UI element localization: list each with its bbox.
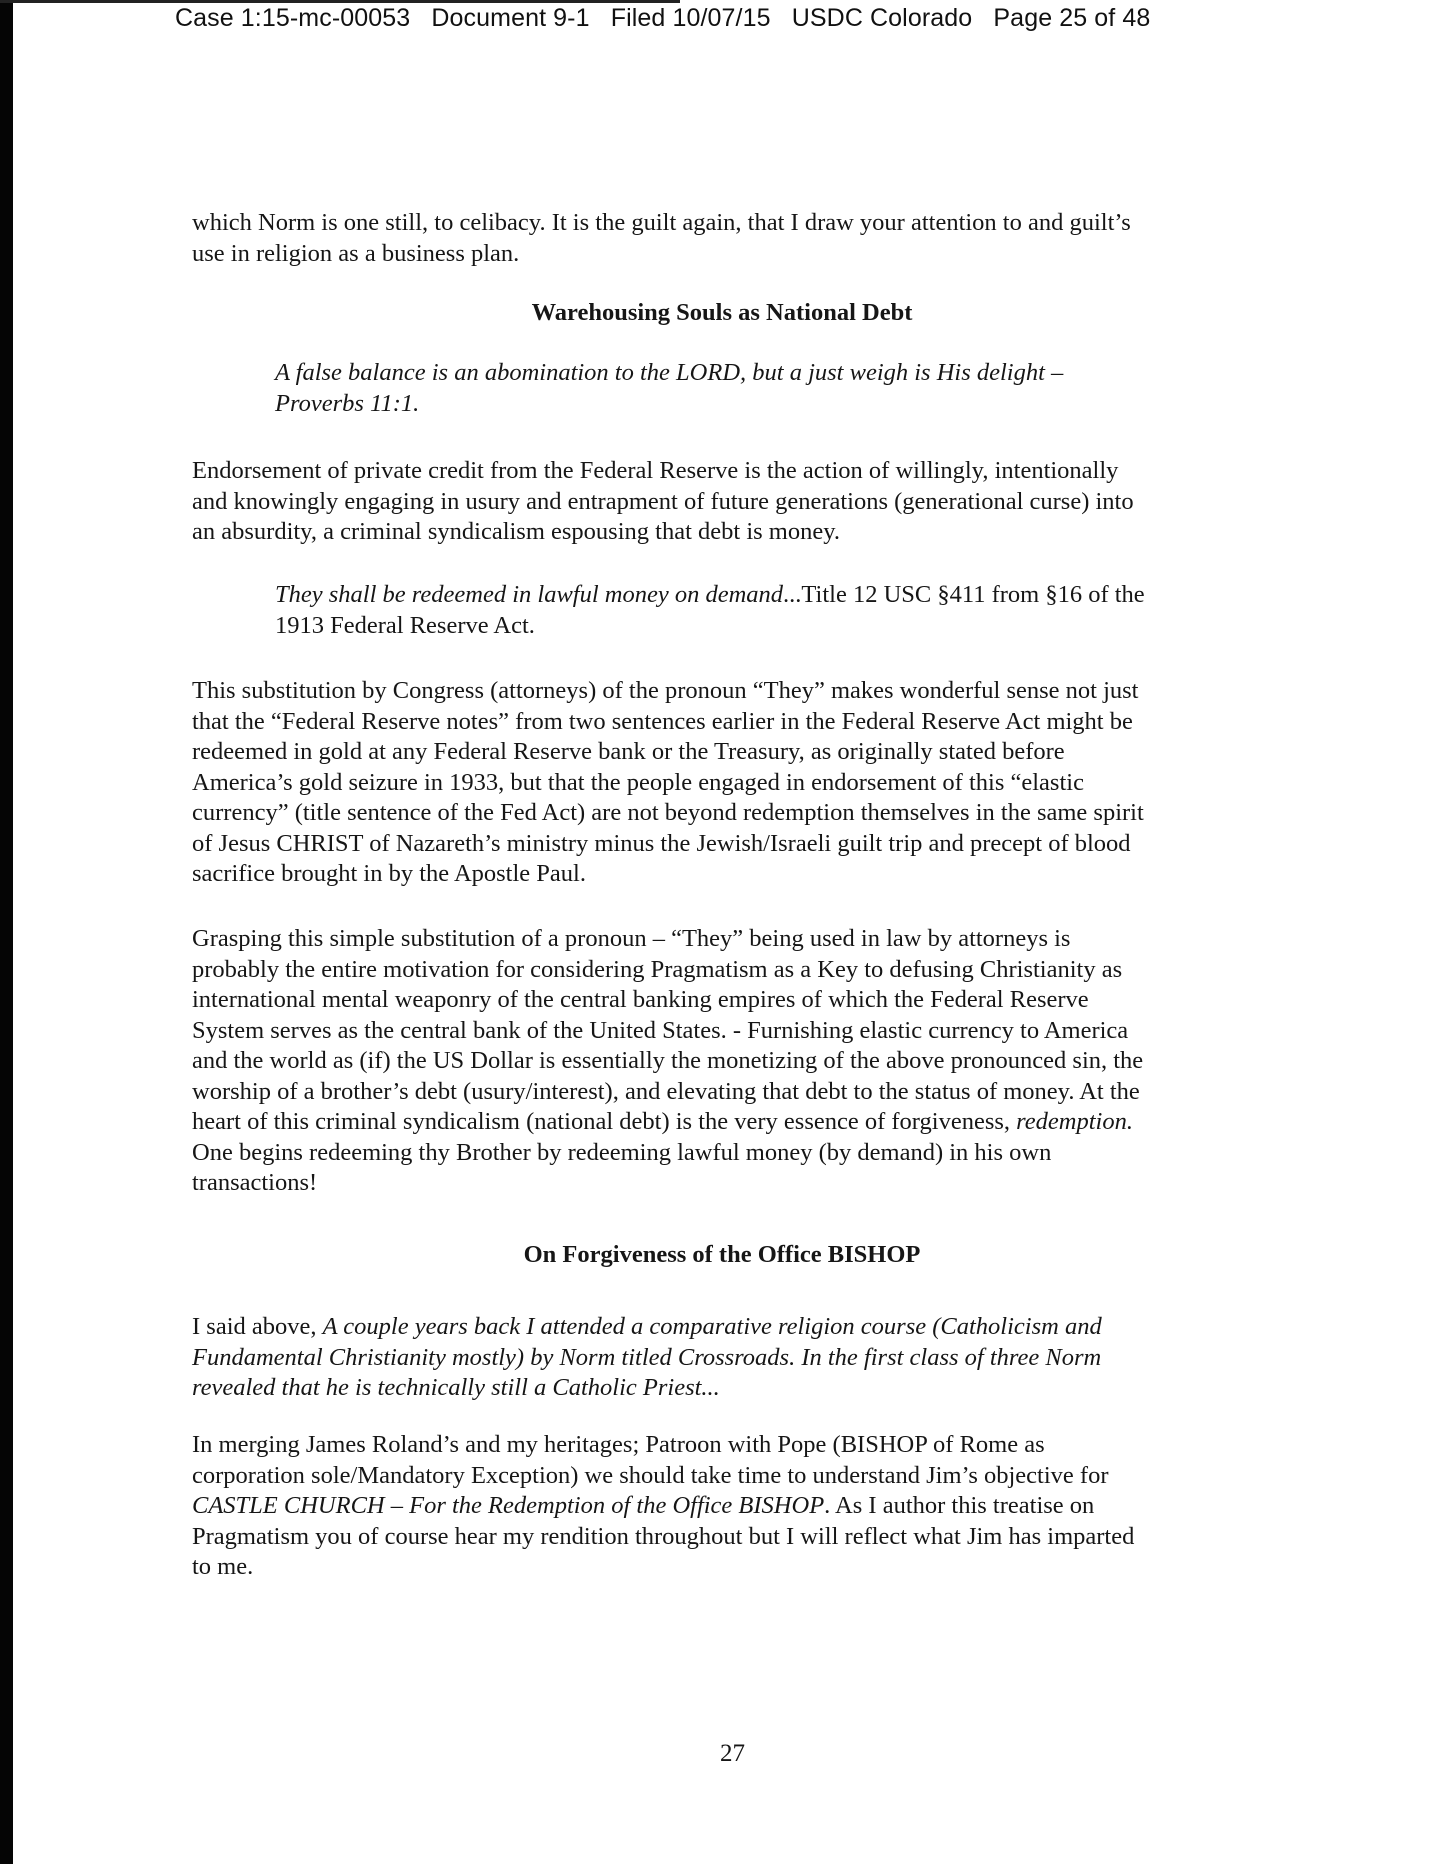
paragraph-grasping-substitution <box>192 924 1252 1199</box>
quote-line <box>275 580 1255 611</box>
quoted-italic-line: revealed that he is technically still a Catholic Priest... <box>192 1374 720 1401</box>
text-line: corporation sole/Mandatory Exception) we should take time to understand Jim’s objective for <box>192 1461 1109 1489</box>
paragraph-guilt-business-plan <box>192 208 1252 269</box>
text-line: redeemed in gold at any Federal Reserve bank or the Treasury, as originally stated before <box>192 738 1065 765</box>
court-filing-header: Case 1:15-mc-00053 Document 9-1 Filed 10/07/15 USDC Colorado Page 25 of 48 <box>175 4 1151 32</box>
text-line: and knowingly engaging in usury and entrapment of future generations (generational curse) into <box>192 487 1134 515</box>
text-line: Grasping this simple substitution of a pronoun – “They” being used in law by attorneys is <box>192 925 1071 952</box>
text-line: which Norm is one still, to celibacy. It is the guilt again, that I draw your attention to and guilt’s <box>192 209 1131 236</box>
text-line: America’s gold seizure in 1933, but that the people engaged in endorsement of this “elastic <box>192 768 1084 796</box>
section-heading-forgiveness-office-bishop: On Forgiveness of the Office BISHOP <box>523 1241 921 1268</box>
text-line: international mental weaponry of the central banking empires of which the Federal Reserve <box>192 986 1089 1013</box>
quote-line: A false balance is an abomination to the LORD, but a just weigh is His delight – <box>275 359 1064 386</box>
text-segment: heart of this criminal syndicalism (national debt) is the very essence of forgiveness, <box>192 1108 1017 1135</box>
text-line: System serves as the central bank of the United States. - Furnishing elastic currency to America <box>192 1016 1129 1044</box>
text-line: use in religion as a business plan. <box>192 239 520 267</box>
castle-church-title: CASTLE CHURCH – For the Redemption of the Office BISHOP <box>192 1492 825 1519</box>
text-line: worship of a brother’s debt (usury/interest), and elevating that debt to the status of money. At the <box>192 1077 1140 1105</box>
paragraph-merging-heritages <box>192 1430 1252 1583</box>
paragraph-comparative-religion-course <box>192 1312 1252 1404</box>
text-line: probably the entire motivation for considering Pragmatism as a Key to defusing Christianity as <box>192 955 1123 983</box>
text-segment: . As I author this treatise on <box>824 1492 1095 1519</box>
quote-line: 1913 Federal Reserve Act. <box>275 611 535 639</box>
scan-left-border <box>0 0 13 1864</box>
quoted-italic-line: Fundamental Christianity mostly) by Norm titled Crossroads. In the first class of three Norm <box>192 1343 1102 1371</box>
text-line: currency” (title sentence of the Fed Act) are not beyond redemption themselves in the same spirit <box>192 799 1144 826</box>
section-heading-warehousing-souls: Warehousing Souls as National Debt <box>531 299 913 326</box>
quote-proverbs <box>275 358 1255 419</box>
text-line: transactions! <box>192 1169 318 1196</box>
paragraph-substitution-by-congress <box>192 676 1252 890</box>
text-line: an absurdity, a criminal syndicalism espousing that debt is money. <box>192 518 840 545</box>
quote-title-12-usc <box>275 580 1255 641</box>
scan-top-rule <box>0 0 680 3</box>
text-line: This substitution by Congress (attorneys) of the pronoun “They” makes wonderful sense not just <box>192 677 1139 704</box>
text-line: In merging James Roland’s and my heritages; Patroon with Pope (BISHOP of Rome as <box>192 1431 1045 1458</box>
text-line: of Jesus CHRIST of Nazareth’s ministry minus the Jewish/Israeli guilt trip and precept of blood <box>192 829 1131 857</box>
text-line <box>192 1107 1252 1138</box>
paragraph-endorsement-private-credit <box>192 456 1252 548</box>
text-line: that the “Federal Reserve notes” from two sentences earlier in the Federal Reserve Act might be <box>192 707 1133 735</box>
emphasis-redemption: redemption. <box>1016 1108 1133 1135</box>
text-line <box>192 1312 1252 1343</box>
text-line <box>192 1491 1252 1522</box>
text-line: Pragmatism you of course hear my rendition throughout but I will reflect what Jim has imparted <box>192 1522 1135 1550</box>
quote-citation: Proverbs 11:1. <box>275 389 420 417</box>
text-segment: I said above, <box>192 1313 323 1340</box>
text-line: Endorsement of private credit from the Federal Reserve is the action of willingly, intentionally <box>192 457 1119 484</box>
text-line: sacrifice brought in by the Apostle Paul. <box>192 860 586 887</box>
text-line: and the world as (if) the US Dollar is essentially the monetizing of the above pronounced sin, the <box>192 1047 1144 1074</box>
page-number: 27 <box>720 1740 745 1767</box>
text-line: to me. <box>192 1553 254 1580</box>
quote-citation-text: ...Title 12 USC §411 from §16 of the <box>783 581 1145 608</box>
quote-italic-text: They shall be redeemed in lawful money on demand <box>275 581 784 608</box>
text-line: One begins redeeming thy Brother by redeeming lawful money (by demand) in his own <box>192 1138 1052 1166</box>
quoted-italic-text: A couple years back I attended a comparative religion course (Catholicism and <box>322 1313 1102 1340</box>
